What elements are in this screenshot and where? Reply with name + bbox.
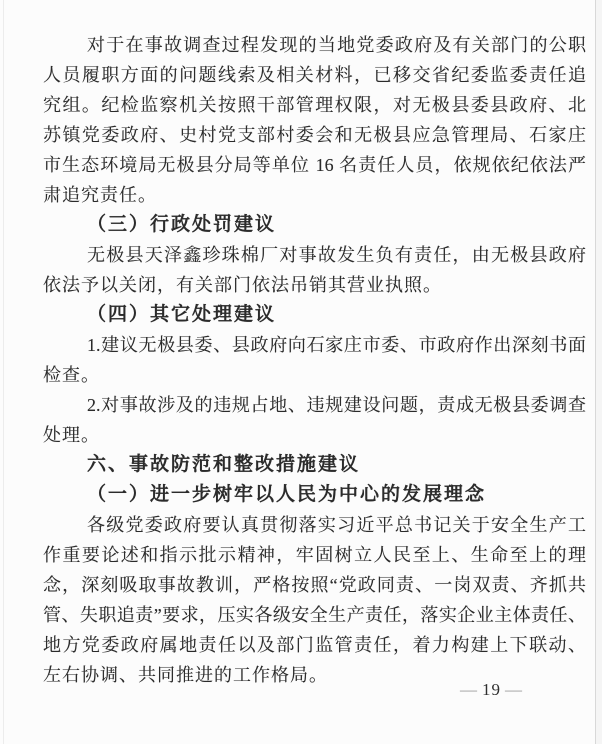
text-line: 1.建议无极县委、县政府向石家庄市委、市政府作出深刻书面 bbox=[87, 335, 586, 355]
text-line: 肃追究责任。 bbox=[43, 185, 157, 205]
page-number-dash-right: — bbox=[505, 680, 523, 699]
text-line: 左右协调、共同推进的工作格局。 bbox=[43, 665, 328, 685]
section-heading: （一）进一步树牢以人民为中心的发展理念 bbox=[87, 484, 487, 505]
text-line: 念，深刻吸取事故教训，严格按照“党政同责、一岗双责、齐抓共 bbox=[43, 575, 586, 595]
section-heading: （四）其它处理建议 bbox=[87, 304, 277, 325]
scan-edge-right-strip bbox=[596, 0, 602, 744]
text-line: 市生态环境局无极县分局等单位 16 名责任人员，依规依纪依法严 bbox=[43, 155, 586, 175]
page-number bbox=[456, 678, 527, 702]
scan-edge-left bbox=[3, 0, 4, 744]
text-line: 检查。 bbox=[43, 365, 100, 385]
text-line: 依法予以关闭，有关部门依法吊销其营业执照。 bbox=[43, 275, 442, 295]
text-line: 各级党委政府要认真贯彻落实习近平总书记关于安全生产工 bbox=[87, 515, 586, 535]
text-line: 作重要论述和指示批示精神，牢固树立人民至上、生命至上的理 bbox=[43, 545, 586, 565]
text-line: 2.对事故涉及的违规占地、违规建设问题，责成无极县委调查 bbox=[87, 395, 586, 415]
page-number-value: 19 bbox=[482, 680, 501, 699]
text-line: 究组。纪检监察机关按照干部管理权限，对无极县委县政府、北 bbox=[43, 95, 586, 115]
document-text-block bbox=[43, 30, 586, 690]
page-number-dash-left: — bbox=[460, 680, 478, 699]
text-line: 对于在事故调查过程发现的当地党委政府及有关部门的公职 bbox=[87, 35, 586, 55]
text-line: 处理。 bbox=[43, 425, 100, 445]
text-line: 无极县天泽鑫珍珠棉厂对事故发生负有责任，由无极县政府 bbox=[87, 245, 586, 265]
text-line: 人员履职方面的问题线索及相关材料，已移交省纪委监委责任追 bbox=[43, 65, 586, 85]
text-line: 苏镇党委政府、史村党支部村委会和无极县应急管理局、石家庄 bbox=[43, 125, 586, 145]
chapter-heading: 六、事故防范和整改措施建议 bbox=[87, 454, 361, 475]
text-line: 管、失职追责”要求，压实各级安全生产责任，落实企业主体责任、 bbox=[43, 605, 586, 625]
text-line: 地方党委政府属地责任以及部门监管责任，着力构建上下联动、 bbox=[43, 635, 586, 655]
section-heading: （三）行政处罚建议 bbox=[87, 214, 277, 235]
